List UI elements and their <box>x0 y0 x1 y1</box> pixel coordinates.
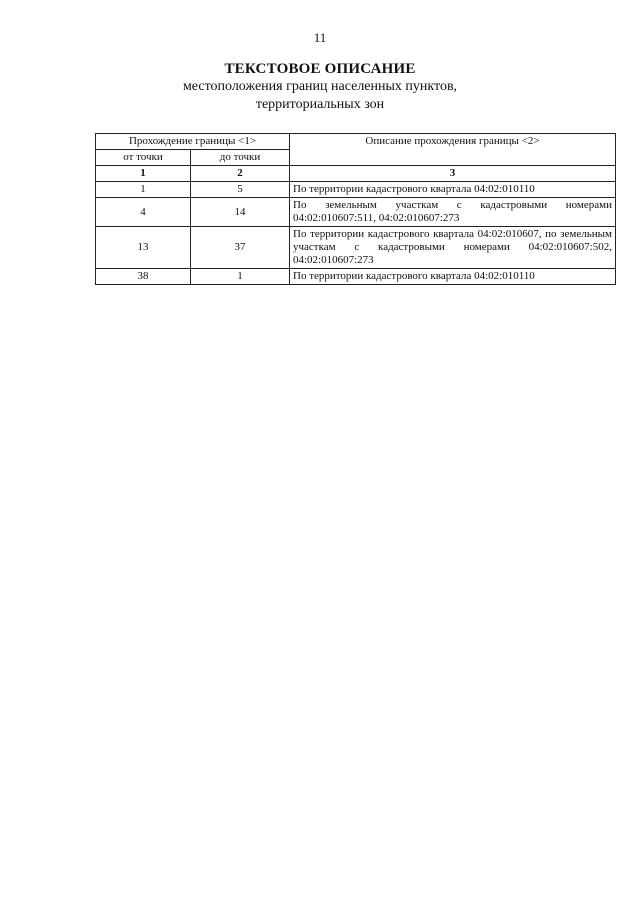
table-row <box>96 269 616 285</box>
row-description: По территории кадастрового квартала 04:02:010110 <box>290 269 616 285</box>
row-description: По территории кадастрового квартала 04:02:010607, по земельным участкам с кадастровыми номерами 04:02:010607:502, 04:02:010607:273 <box>290 227 616 269</box>
row-to-point: 14 <box>191 198 290 227</box>
header-boundary-description: Описание прохождения границы <2> <box>290 134 616 166</box>
row-from-point: 38 <box>96 269 191 285</box>
row-description: По территории кадастрового квартала 04:02:010110 <box>290 182 616 198</box>
column-number-row <box>96 166 616 182</box>
row-from-point: 13 <box>96 227 191 269</box>
table-row <box>96 182 616 198</box>
column-number-3: 3 <box>290 166 616 182</box>
header-to-point: до точки <box>191 150 290 166</box>
column-number-1: 1 <box>96 166 191 182</box>
row-description: По земельным участкам с кадастровыми номерами 04:02:010607:511, 04:02:010607:273 <box>290 198 616 227</box>
table-row <box>96 198 616 227</box>
header-from-point: от точки <box>96 150 191 166</box>
table-header-row <box>96 134 616 150</box>
document-title: ТЕКСТОВОЕ ОПИСАНИЕ <box>224 61 416 77</box>
column-number-2: 2 <box>191 166 290 182</box>
row-to-point: 5 <box>191 182 290 198</box>
row-to-point: 1 <box>191 269 290 285</box>
table-row <box>96 227 616 269</box>
row-from-point: 4 <box>96 198 191 227</box>
boundary-description-table <box>95 133 616 285</box>
header-boundary-passage: Прохождение границы <1> <box>96 134 290 150</box>
document-subtitle-line-1: местоположения границ населенных пунктов, <box>182 79 458 94</box>
document-heading <box>0 60 640 114</box>
document-subtitle-line-2: территориальных зон <box>255 97 385 112</box>
row-from-point: 1 <box>96 182 191 198</box>
page-number: 11 <box>313 30 327 45</box>
row-to-point: 37 <box>191 227 290 269</box>
